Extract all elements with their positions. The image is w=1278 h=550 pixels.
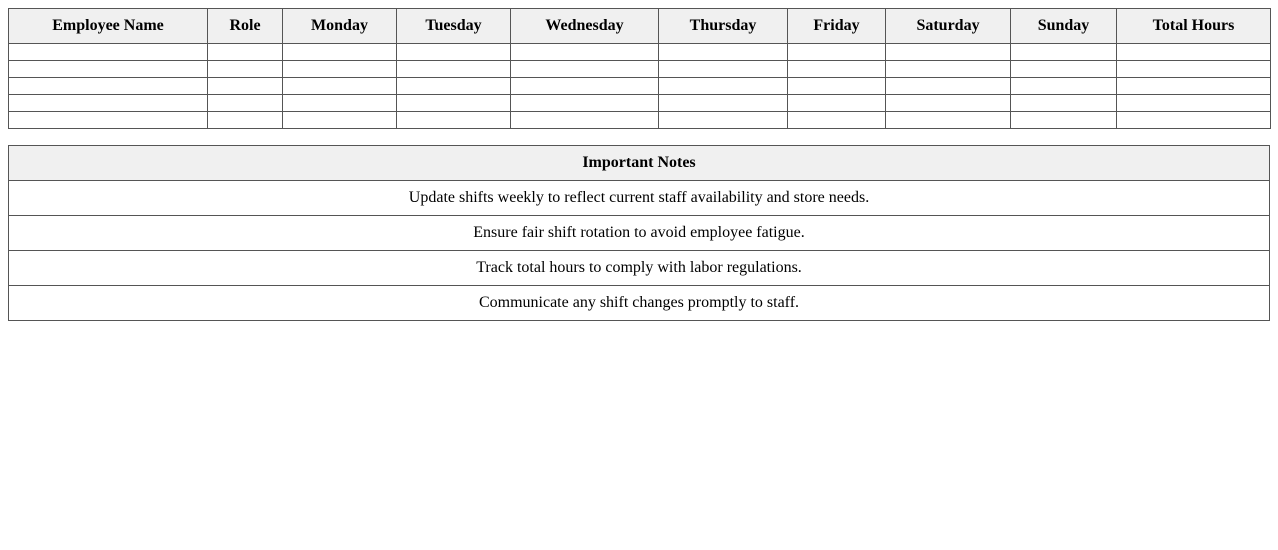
table-cell[interactable] [886, 61, 1011, 78]
table-cell[interactable] [1117, 78, 1271, 95]
table-cell[interactable] [511, 78, 659, 95]
table-cell[interactable] [1117, 61, 1271, 78]
table-cell[interactable] [283, 112, 397, 129]
table-cell[interactable] [511, 112, 659, 129]
header-wednesday: Wednesday [511, 9, 659, 44]
table-cell[interactable] [208, 78, 283, 95]
table-cell[interactable] [788, 44, 886, 61]
page-content [8, 8, 1270, 321]
schedule-header-row [9, 9, 1271, 44]
table-cell[interactable] [397, 78, 511, 95]
header-monday: Monday [283, 9, 397, 44]
note-row [9, 251, 1270, 286]
table-cell[interactable] [283, 95, 397, 112]
table-cell[interactable] [208, 95, 283, 112]
table-cell[interactable] [283, 44, 397, 61]
table-cell[interactable] [1011, 112, 1117, 129]
note-row [9, 216, 1270, 251]
note-row [9, 286, 1270, 321]
table-cell[interactable] [1117, 95, 1271, 112]
table-cell[interactable] [397, 95, 511, 112]
table-cell[interactable] [886, 78, 1011, 95]
table-cell[interactable] [9, 112, 208, 129]
table-cell[interactable] [397, 112, 511, 129]
table-cell[interactable] [208, 61, 283, 78]
header-total-hours: Total Hours [1117, 9, 1271, 44]
header-role: Role [208, 9, 283, 44]
shift-schedule-table [8, 8, 1271, 129]
table-cell[interactable] [397, 61, 511, 78]
table-cell[interactable] [283, 78, 397, 95]
table-row [9, 44, 1271, 61]
table-cell[interactable] [1011, 95, 1117, 112]
table-row [9, 95, 1271, 112]
table-cell[interactable] [886, 95, 1011, 112]
table-cell[interactable] [659, 95, 788, 112]
important-notes-table [8, 145, 1270, 321]
notes-title: Important Notes [9, 146, 1270, 181]
table-cell[interactable] [788, 95, 886, 112]
header-sunday: Sunday [1011, 9, 1117, 44]
table-cell[interactable] [659, 44, 788, 61]
header-employee-name: Employee Name [9, 9, 208, 44]
note-item: Track total hours to comply with labor regulations. [9, 251, 1270, 286]
table-cell[interactable] [886, 112, 1011, 129]
table-cell[interactable] [886, 44, 1011, 61]
table-cell[interactable] [659, 78, 788, 95]
note-item: Update shifts weekly to reflect current staff availability and store needs. [9, 181, 1270, 216]
table-cell[interactable] [1117, 44, 1271, 61]
note-item: Ensure fair shift rotation to avoid employee fatigue. [9, 216, 1270, 251]
header-saturday: Saturday [886, 9, 1011, 44]
table-cell[interactable] [511, 95, 659, 112]
table-cell[interactable] [208, 44, 283, 61]
header-tuesday: Tuesday [397, 9, 511, 44]
table-row [9, 78, 1271, 95]
table-cell[interactable] [208, 112, 283, 129]
header-friday: Friday [788, 9, 886, 44]
table-cell[interactable] [1011, 78, 1117, 95]
notes-header-row [9, 146, 1270, 181]
table-cell[interactable] [397, 44, 511, 61]
table-cell[interactable] [511, 61, 659, 78]
table-cell[interactable] [788, 112, 886, 129]
table-cell[interactable] [1117, 112, 1271, 129]
table-cell[interactable] [788, 61, 886, 78]
table-cell[interactable] [659, 61, 788, 78]
header-thursday: Thursday [659, 9, 788, 44]
table-cell[interactable] [659, 112, 788, 129]
table-cell[interactable] [788, 78, 886, 95]
table-cell[interactable] [1011, 44, 1117, 61]
table-cell[interactable] [9, 95, 208, 112]
table-cell[interactable] [9, 78, 208, 95]
table-cell[interactable] [283, 61, 397, 78]
table-cell[interactable] [9, 61, 208, 78]
table-row [9, 61, 1271, 78]
table-cell[interactable] [511, 44, 659, 61]
note-row [9, 181, 1270, 216]
note-item: Communicate any shift changes promptly to staff. [9, 286, 1270, 321]
table-row [9, 112, 1271, 129]
table-cell[interactable] [9, 44, 208, 61]
table-cell[interactable] [1011, 61, 1117, 78]
